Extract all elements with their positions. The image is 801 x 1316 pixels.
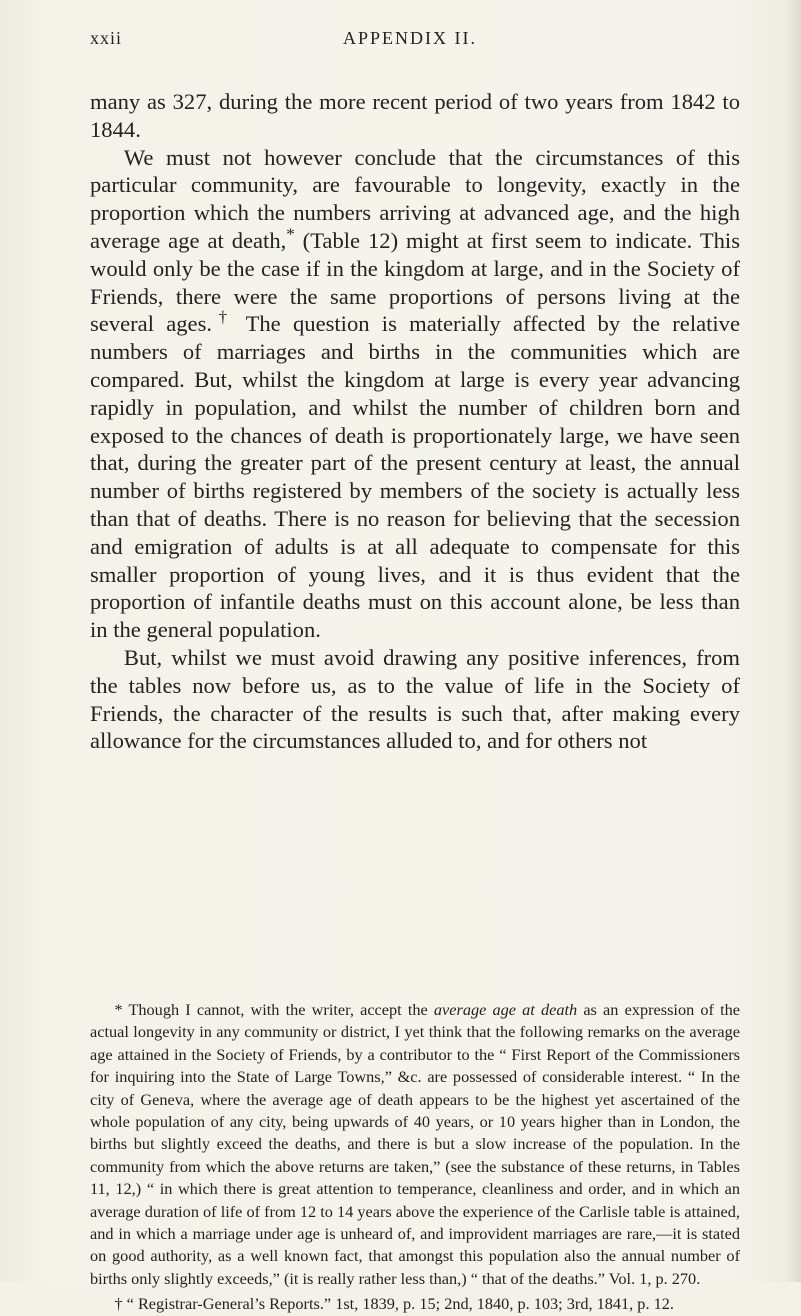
footnote-1 [90,999,740,1290]
footnote-2 [90,1293,740,1315]
footnote-1-text-b: as an expression of the actual longevity in any community or district, I yet think that the following remarks on the average age attained in the Society of Friends, by a contributor to the “ First Report of the Commissioners for inquiring into the State of Large Towns,” &c. are possessed of considerable interest. “ In the city of Geneva, where the average age of death appears to be the highest yet ascertained of the whole population of any city, being upwards of 40 years, or 10 years higher than in London, the births but slightly exceed the deaths, and there is but a slow increase of the population. In the community from which the above returns are taken,” (see the substance of these returns, in Tables 11, 12,) “ in which there is great attention to temperance, cleanliness and order, and in which an average duration of life of from 12 to 14 years above the experience of the Carlisle table is attained, and in which a marriage under age is unheard of, and improvident marriages are rare,—it is stated on good authority, as a well known fact, that amongst this population also the annual number of births only slightly exceeds,” (it is really rather less than,) “ that of the deaths.” Vol. 1, p. 270. [90,1000,741,1288]
footnote-2-text: “ Registrar-General’s Reports.” 1st, 1839, p. 15; 2nd, 1840, p. 103; 3rd, 1841, p. 12. [122,1294,674,1314]
page-header [90,28,730,52]
paragraph-2-part-c: The question is materially affected by the relative numbers of marriages and births in the communities which are compared. But, whilst the kingdom at large is every year advancing rapidly in population, and whilst the number of children born and exposed to the chances of death is proportionately large, we have seen that, during the greater part of the present century at least, the annual number of births registered by members of the society is actually less than that of deaths. There is no reason for believing that the secession and emigration of adults is at all adequate to compensate for this smaller proportion of young lives, and it is thus evident that the proportion of infantile deaths must on this account alone, be less than in the general population. [90,311,741,643]
footnote-1-emphasis: average age at death [433,1000,578,1019]
paragraph-2 [90,144,740,644]
footnotes [90,999,740,1316]
paragraph-2-part-b: (Table 12) might at first seem to indicate. This would only be the case if in the kingdom at large, and in the Society of Friends, there were the same proportions of persons living at the several ages. [90,227,740,337]
paragraph-1: many as 327, during the more recent period of two years from 1842 to 1844. [90,89,740,142]
footnote-ref-asterisk: * [286,224,295,244]
footnote-ref-dagger: † [212,307,234,327]
page-edge-shadow [787,0,801,1282]
paragraph-2-part-a: We must not however conclude that the circumstances of this particular community, are favourable to longevity, exactly in the proportion which the numbers arriving at advanced age, and the high average age at death, [90,144,740,253]
footnote-2-mark: † [114,1294,123,1314]
page-number: xxii [90,28,123,48]
paragraph-3: But, whilst we must avoid drawing any positive inferences, from the tables now before us, as to the value of life in the Society of Friends, the character of the results is such that, after making every allowance for the circumstances alluded to, and for others not [90,644,740,754]
footnote-1-text-a: Though I cannot, with the writer, accept the [122,1000,434,1019]
running-title: APPENDIX II. [343,28,477,48]
footnote-1-mark: * [114,1000,123,1019]
main-text [90,88,740,755]
